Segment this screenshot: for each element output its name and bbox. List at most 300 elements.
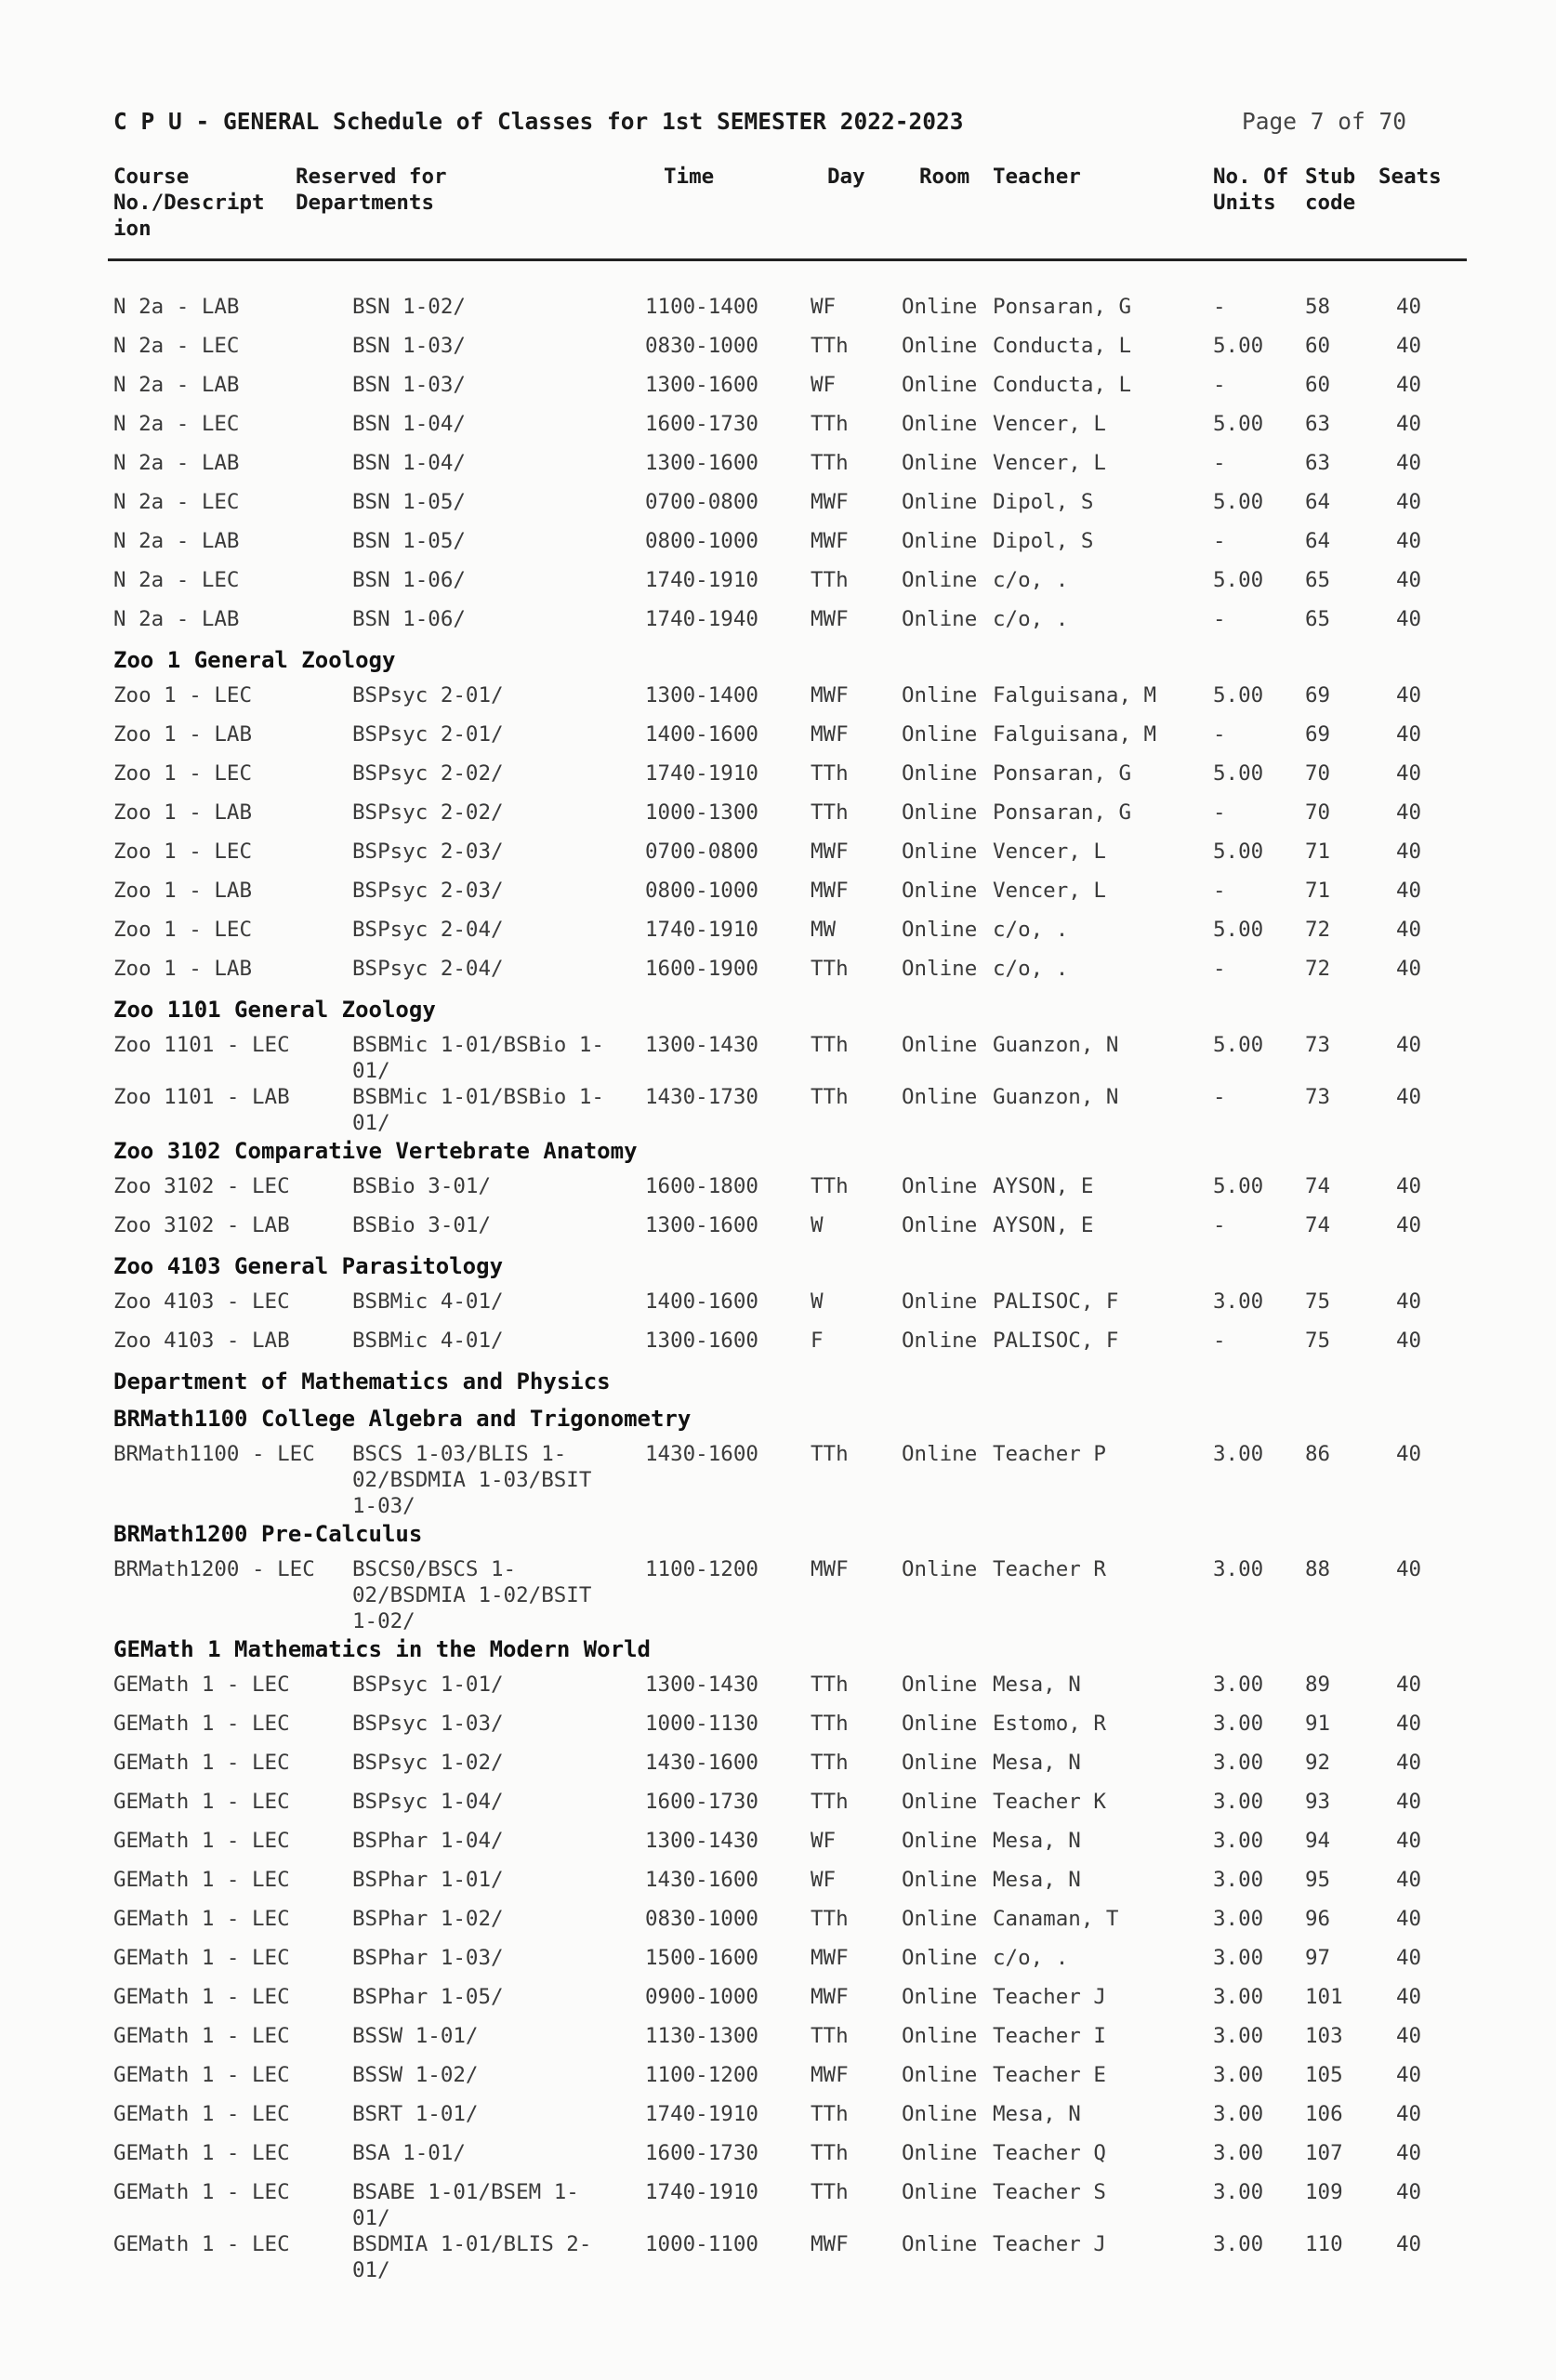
day-cell: TTh [811, 1174, 849, 1198]
department-cell: BSN 1-03/ [352, 334, 466, 358]
seats-cell: 40 [1396, 1085, 1422, 1109]
day-cell: TTh [811, 1751, 849, 1775]
time-cell: 1300-1600 [645, 373, 758, 397]
units-cell: 3.00 [1213, 2141, 1264, 2165]
room-cell: Online [902, 1829, 978, 1853]
department-cell: BSN 1-05/ [352, 490, 466, 514]
time-cell: 1600-1900 [645, 957, 758, 981]
course-cell: Zoo 1 - LAB [113, 800, 253, 825]
day-cell: WF [811, 1868, 837, 1892]
teacher-cell: c/o, . [993, 957, 1069, 981]
stub-code-cell: 106 [1305, 2102, 1343, 2126]
teacher-cell: Vencer, L [993, 879, 1106, 903]
department-cell: BSBMic 4-01/ [352, 1289, 504, 1314]
course-cell: GEMath 1 - LEC [113, 1829, 290, 1853]
day-cell: MWF [811, 840, 849, 864]
units-cell: 3.00 [1213, 1557, 1264, 1581]
course-cell: N 2a - LEC [113, 412, 240, 436]
units-cell: - [1213, 957, 1226, 981]
seats-cell: 40 [1396, 373, 1422, 397]
units-cell: 3.00 [1213, 1790, 1264, 1814]
room-cell: Online [902, 1557, 978, 1581]
stub-code-cell: 60 [1305, 334, 1331, 358]
course-cell: Zoo 1 - LAB [113, 722, 253, 747]
time-cell: 1100-1200 [645, 1557, 758, 1581]
course-cell: GEMath 1 - LEC [113, 1907, 290, 1931]
course-cell: Zoo 3102 - LAB [113, 1213, 290, 1237]
column-header-day: Day [827, 165, 865, 189]
seats-cell: 40 [1396, 800, 1422, 825]
stub-code-cell: 110 [1305, 2232, 1343, 2256]
stub-code-cell: 105 [1305, 2063, 1343, 2087]
stub-code-cell: 72 [1305, 957, 1331, 981]
seats-cell: 40 [1396, 2141, 1422, 2165]
teacher-cell: Dipol, S [993, 490, 1094, 514]
units-cell: 5.00 [1213, 761, 1264, 786]
teacher-cell: Falguisana, M [993, 683, 1157, 707]
teacher-cell: Canaman, T [993, 1907, 1119, 1931]
time-cell: 1300-1600 [645, 1213, 758, 1237]
room-cell: Online [902, 2141, 978, 2165]
department-cell: BSN 1-05/ [352, 529, 466, 553]
department-cell: BSPsyc 2-04/ [352, 918, 504, 942]
teacher-cell: Vencer, L [993, 840, 1106, 864]
department-cell: BSABE 1-01/BSEM 1- 01/ [352, 2180, 579, 2230]
department-cell: BSPsyc 2-01/ [352, 722, 504, 747]
course-section-heading: Department of Mathematics and Physics [113, 1368, 611, 1395]
teacher-cell: Teacher P [993, 1442, 1106, 1466]
teacher-cell: Ponsaran, G [993, 800, 1132, 825]
day-cell: MWF [811, 879, 849, 903]
seats-cell: 40 [1396, 568, 1422, 592]
day-cell: MWF [811, 2063, 849, 2087]
units-cell: - [1213, 529, 1226, 553]
units-cell: - [1213, 1329, 1226, 1353]
page-number: Page 7 of 70 [1242, 108, 1407, 135]
units-cell: - [1213, 451, 1226, 475]
column-header-teacher: Teacher [993, 165, 1081, 189]
time-cell: 0830-1000 [645, 334, 758, 358]
stub-code-cell: 88 [1305, 1557, 1331, 1581]
units-cell: 3.00 [1213, 1907, 1264, 1931]
room-cell: Online [902, 918, 978, 942]
seats-cell: 40 [1396, 1907, 1422, 1931]
units-cell: - [1213, 1213, 1226, 1237]
seats-cell: 40 [1396, 295, 1422, 319]
department-cell: BSBio 3-01/ [352, 1213, 492, 1237]
seats-cell: 40 [1396, 1557, 1422, 1581]
department-cell: BSN 1-04/ [352, 412, 466, 436]
units-cell: 3.00 [1213, 1289, 1264, 1314]
seats-cell: 40 [1396, 2063, 1422, 2087]
department-cell: BSDMIA 1-01/BLIS 2- 01/ [352, 2232, 592, 2282]
time-cell: 1500-1600 [645, 1946, 758, 1970]
teacher-cell: Teacher I [993, 2024, 1106, 2048]
room-cell: Online [902, 683, 978, 707]
department-cell: BSPsyc 2-03/ [352, 879, 504, 903]
day-cell: MWF [811, 1557, 849, 1581]
stub-code-cell: 91 [1305, 1712, 1331, 1736]
units-cell: - [1213, 373, 1226, 397]
day-cell: TTh [811, 1790, 849, 1814]
department-cell: BSPsyc 2-04/ [352, 957, 504, 981]
seats-cell: 40 [1396, 1673, 1422, 1697]
course-section-heading: BRMath1200 Pre-Calculus [113, 1521, 423, 1547]
teacher-cell: Teacher R [993, 1557, 1106, 1581]
course-cell: GEMath 1 - LEC [113, 2024, 290, 2048]
units-cell: 3.00 [1213, 1985, 1264, 2009]
time-cell: 1300-1430 [645, 1033, 758, 1057]
teacher-cell: Vencer, L [993, 451, 1106, 475]
units-cell: 5.00 [1213, 568, 1264, 592]
stub-code-cell: 65 [1305, 568, 1331, 592]
units-cell: 3.00 [1213, 1673, 1264, 1697]
stub-code-cell: 70 [1305, 761, 1331, 786]
teacher-cell: Conducta, L [993, 373, 1132, 397]
stub-code-cell: 75 [1305, 1289, 1331, 1314]
room-cell: Online [902, 529, 978, 553]
seats-cell: 40 [1396, 1790, 1422, 1814]
day-cell: TTh [811, 1033, 849, 1057]
seats-cell: 40 [1396, 1946, 1422, 1970]
course-cell: GEMath 1 - LEC [113, 1985, 290, 2009]
stub-code-cell: 64 [1305, 490, 1331, 514]
department-cell: BSBMic 1-01/BSBio 1- 01/ [352, 1033, 604, 1083]
units-cell: 3.00 [1213, 1442, 1264, 1466]
course-cell: Zoo 1 - LEC [113, 918, 253, 942]
course-cell: BRMath1200 - LEC [113, 1557, 315, 1581]
stub-code-cell: 63 [1305, 412, 1331, 436]
room-cell: Online [902, 490, 978, 514]
teacher-cell: Conducta, L [993, 334, 1132, 358]
time-cell: 0800-1000 [645, 879, 758, 903]
course-cell: N 2a - LEC [113, 334, 240, 358]
course-cell: GEMath 1 - LEC [113, 2102, 290, 2126]
course-cell: GEMath 1 - LEC [113, 2180, 290, 2204]
teacher-cell: Vencer, L [993, 412, 1106, 436]
teacher-cell: Teacher K [993, 1790, 1106, 1814]
units-cell: 3.00 [1213, 2232, 1264, 2256]
department-cell: BSPhar 1-01/ [352, 1868, 504, 1892]
department-cell: BSN 1-06/ [352, 568, 466, 592]
course-cell: N 2a - LAB [113, 529, 240, 553]
units-cell: - [1213, 800, 1226, 825]
department-cell: BSN 1-03/ [352, 373, 466, 397]
stub-code-cell: 86 [1305, 1442, 1331, 1466]
seats-cell: 40 [1396, 2232, 1422, 2256]
seats-cell: 40 [1396, 451, 1422, 475]
department-cell: BSBMic 4-01/ [352, 1329, 504, 1353]
teacher-cell: Mesa, N [993, 1868, 1081, 1892]
units-cell: 5.00 [1213, 412, 1264, 436]
stub-code-cell: 96 [1305, 1907, 1331, 1931]
teacher-cell: Mesa, N [993, 2102, 1081, 2126]
department-cell: BSN 1-02/ [352, 295, 466, 319]
teacher-cell: Ponsaran, G [993, 295, 1132, 319]
stub-code-cell: 71 [1305, 840, 1331, 864]
day-cell: TTh [811, 1712, 849, 1736]
time-cell: 1300-1600 [645, 451, 758, 475]
department-cell: BSPsyc 2-03/ [352, 840, 504, 864]
time-cell: 1740-1910 [645, 2102, 758, 2126]
seats-cell: 40 [1396, 1829, 1422, 1853]
course-cell: N 2a - LEC [113, 490, 240, 514]
course-cell: Zoo 1 - LAB [113, 957, 253, 981]
units-cell: 3.00 [1213, 2180, 1264, 2204]
day-cell: TTh [811, 412, 849, 436]
time-cell: 0700-0800 [645, 490, 758, 514]
room-cell: Online [902, 412, 978, 436]
seats-cell: 40 [1396, 761, 1422, 786]
course-section-heading: GEMath 1 Mathematics in the Modern World [113, 1636, 651, 1662]
time-cell: 1100-1400 [645, 295, 758, 319]
room-cell: Online [902, 1289, 978, 1314]
time-cell: 1300-1600 [645, 1329, 758, 1353]
room-cell: Online [902, 1712, 978, 1736]
units-cell: 3.00 [1213, 2102, 1264, 2126]
teacher-cell: c/o, . [993, 918, 1069, 942]
day-cell: TTh [811, 334, 849, 358]
day-cell: TTh [811, 1907, 849, 1931]
time-cell: 1130-1300 [645, 2024, 758, 2048]
department-cell: BSPsyc 2-02/ [352, 800, 504, 825]
room-cell: Online [902, 1673, 978, 1697]
teacher-cell: c/o, . [993, 607, 1069, 631]
time-cell: 0900-1000 [645, 1985, 758, 2009]
room-cell: Online [902, 1213, 978, 1237]
day-cell: MWF [811, 490, 849, 514]
room-cell: Online [902, 1868, 978, 1892]
day-cell: TTh [811, 2141, 849, 2165]
column-header-time: Time [664, 165, 715, 189]
seats-cell: 40 [1396, 1985, 1422, 2009]
stub-code-cell: 70 [1305, 800, 1331, 825]
stub-code-cell: 109 [1305, 2180, 1343, 2204]
units-cell: 3.00 [1213, 1946, 1264, 1970]
teacher-cell: Teacher J [993, 2232, 1106, 2256]
units-cell: - [1213, 722, 1226, 747]
time-cell: 1740-1910 [645, 918, 758, 942]
seats-cell: 40 [1396, 1174, 1422, 1198]
day-cell: WF [811, 1829, 837, 1853]
course-cell: Zoo 1 - LAB [113, 879, 253, 903]
seats-cell: 40 [1396, 840, 1422, 864]
course-cell: Zoo 4103 - LEC [113, 1289, 290, 1314]
course-cell: GEMath 1 - LEC [113, 1712, 290, 1736]
units-cell: 5.00 [1213, 1174, 1264, 1198]
stub-code-cell: 89 [1305, 1673, 1331, 1697]
stub-code-cell: 73 [1305, 1033, 1331, 1057]
department-cell: BSPhar 1-04/ [352, 1829, 504, 1853]
teacher-cell: AYSON, E [993, 1174, 1094, 1198]
seats-cell: 40 [1396, 529, 1422, 553]
course-cell: GEMath 1 - LEC [113, 2232, 290, 2256]
room-cell: Online [902, 761, 978, 786]
department-cell: BSCS 1-03/BLIS 1- 02/BSDMIA 1-03/BSIT 1-03/ [352, 1442, 592, 1518]
teacher-cell: Mesa, N [993, 1751, 1081, 1775]
seats-cell: 40 [1396, 1712, 1422, 1736]
course-cell: Zoo 1101 - LEC [113, 1033, 290, 1057]
teacher-cell: Guanzon, N [993, 1085, 1119, 1109]
room-cell: Online [902, 1033, 978, 1057]
department-cell: BSPhar 1-02/ [352, 1907, 504, 1931]
stub-code-cell: 75 [1305, 1329, 1331, 1353]
day-cell: MW [811, 918, 837, 942]
units-cell: 5.00 [1213, 918, 1264, 942]
course-cell: N 2a - LEC [113, 568, 240, 592]
course-cell: Zoo 1 - LEC [113, 840, 253, 864]
time-cell: 1430-1600 [645, 1751, 758, 1775]
units-cell: 3.00 [1213, 1751, 1264, 1775]
room-cell: Online [902, 295, 978, 319]
room-cell: Online [902, 722, 978, 747]
seats-cell: 40 [1396, 2180, 1422, 2204]
department-cell: BSPhar 1-05/ [352, 1985, 504, 2009]
day-cell: TTh [811, 800, 849, 825]
room-cell: Online [902, 451, 978, 475]
stub-code-cell: 71 [1305, 879, 1331, 903]
column-header-course: Course No./Descript ion [113, 165, 265, 241]
course-section-heading: Zoo 4103 General Parasitology [113, 1253, 504, 1279]
course-cell: N 2a - LAB [113, 607, 240, 631]
day-cell: TTh [811, 1085, 849, 1109]
stub-code-cell: 69 [1305, 722, 1331, 747]
course-cell: GEMath 1 - LEC [113, 1946, 290, 1970]
time-cell: 1400-1600 [645, 1289, 758, 1314]
course-section-heading: Zoo 1101 General Zoology [113, 997, 436, 1023]
page-title: C P U - GENERAL Schedule of Classes for 1st SEMESTER 2022-2023 [113, 108, 964, 135]
day-cell: W [811, 1289, 824, 1314]
course-cell: Zoo 4103 - LAB [113, 1329, 290, 1353]
stub-code-cell: 72 [1305, 918, 1331, 942]
room-cell: Online [902, 568, 978, 592]
room-cell: Online [902, 334, 978, 358]
units-cell: 5.00 [1213, 683, 1264, 707]
department-cell: BSPsyc 1-02/ [352, 1751, 504, 1775]
teacher-cell: Guanzon, N [993, 1033, 1119, 1057]
teacher-cell: c/o, . [993, 1946, 1069, 1970]
teacher-cell: PALISOC, F [993, 1289, 1119, 1314]
day-cell: TTh [811, 1442, 849, 1466]
time-cell: 1600-1730 [645, 1790, 758, 1814]
time-cell: 1740-1910 [645, 761, 758, 786]
course-cell: Zoo 3102 - LEC [113, 1174, 290, 1198]
room-cell: Online [902, 1985, 978, 2009]
department-cell: BSPsyc 1-03/ [352, 1712, 504, 1736]
department-cell: BSCS0/BSCS 1- 02/BSDMIA 1-02/BSIT 1-02/ [352, 1557, 592, 1633]
room-cell: Online [902, 373, 978, 397]
units-cell: 5.00 [1213, 840, 1264, 864]
department-cell: BSRT 1-01/ [352, 2102, 479, 2126]
course-cell: N 2a - LAB [113, 451, 240, 475]
stub-code-cell: 64 [1305, 529, 1331, 553]
time-cell: 1000-1130 [645, 1712, 758, 1736]
units-cell: 5.00 [1213, 1033, 1264, 1057]
day-cell: MWF [811, 1985, 849, 2009]
course-cell: GEMath 1 - LEC [113, 1790, 290, 1814]
room-cell: Online [902, 1946, 978, 1970]
teacher-cell: Mesa, N [993, 1829, 1081, 1853]
day-cell: MWF [811, 683, 849, 707]
seats-cell: 40 [1396, 1289, 1422, 1314]
units-cell: - [1213, 1085, 1226, 1109]
day-cell: MWF [811, 722, 849, 747]
teacher-cell: c/o, . [993, 568, 1069, 592]
day-cell: W [811, 1213, 824, 1237]
course-cell: GEMath 1 - LEC [113, 2141, 290, 2165]
column-header-seats: Seats [1378, 165, 1442, 189]
seats-cell: 40 [1396, 334, 1422, 358]
column-header-stub: Stub code [1305, 165, 1356, 215]
room-cell: Online [902, 840, 978, 864]
teacher-cell: Teacher S [993, 2180, 1106, 2204]
time-cell: 0800-1000 [645, 529, 758, 553]
stub-code-cell: 103 [1305, 2024, 1343, 2048]
department-cell: BSPsyc 1-04/ [352, 1790, 504, 1814]
department-cell: BSBMic 1-01/BSBio 1- 01/ [352, 1085, 604, 1135]
stub-code-cell: 107 [1305, 2141, 1343, 2165]
time-cell: 1300-1430 [645, 1829, 758, 1853]
course-cell: N 2a - LAB [113, 373, 240, 397]
department-cell: BSPhar 1-03/ [352, 1946, 504, 1970]
room-cell: Online [902, 2232, 978, 2256]
stub-code-cell: 101 [1305, 1985, 1343, 2009]
seats-cell: 40 [1396, 722, 1422, 747]
teacher-cell: Ponsaran, G [993, 761, 1132, 786]
room-cell: Online [902, 800, 978, 825]
time-cell: 1600-1730 [645, 2141, 758, 2165]
teacher-cell: Teacher E [993, 2063, 1106, 2087]
teacher-cell: Teacher Q [993, 2141, 1106, 2165]
day-cell: TTh [811, 957, 849, 981]
time-cell: 1740-1910 [645, 2180, 758, 2204]
room-cell: Online [902, 1751, 978, 1775]
room-cell: Online [902, 1442, 978, 1466]
seats-cell: 40 [1396, 490, 1422, 514]
day-cell: MWF [811, 2232, 849, 2256]
stub-code-cell: 60 [1305, 373, 1331, 397]
column-header-reserved: Reserved for Departments [296, 165, 447, 215]
room-cell: Online [902, 957, 978, 981]
course-section-heading: Zoo 1 General Zoology [113, 647, 396, 673]
seats-cell: 40 [1396, 1213, 1422, 1237]
units-cell: - [1213, 879, 1226, 903]
course-cell: GEMath 1 - LEC [113, 1673, 290, 1697]
time-cell: 1400-1600 [645, 722, 758, 747]
stub-code-cell: 94 [1305, 1829, 1331, 1853]
stub-code-cell: 69 [1305, 683, 1331, 707]
room-cell: Online [902, 2102, 978, 2126]
department-cell: BSN 1-06/ [352, 607, 466, 631]
time-cell: 1430-1600 [645, 1442, 758, 1466]
time-cell: 0830-1000 [645, 1907, 758, 1931]
stub-code-cell: 65 [1305, 607, 1331, 631]
room-cell: Online [902, 2063, 978, 2087]
course-cell: GEMath 1 - LEC [113, 2063, 290, 2087]
seats-cell: 40 [1396, 1751, 1422, 1775]
day-cell: F [811, 1329, 824, 1353]
stub-code-cell: 92 [1305, 1751, 1331, 1775]
day-cell: TTh [811, 761, 849, 786]
day-cell: MWF [811, 529, 849, 553]
units-cell: 5.00 [1213, 490, 1264, 514]
course-cell: Zoo 1101 - LAB [113, 1085, 290, 1109]
room-cell: Online [902, 607, 978, 631]
room-cell: Online [902, 1907, 978, 1931]
teacher-cell: Teacher J [993, 1985, 1106, 2009]
department-cell: BSPsyc 1-01/ [352, 1673, 504, 1697]
seats-cell: 40 [1396, 412, 1422, 436]
